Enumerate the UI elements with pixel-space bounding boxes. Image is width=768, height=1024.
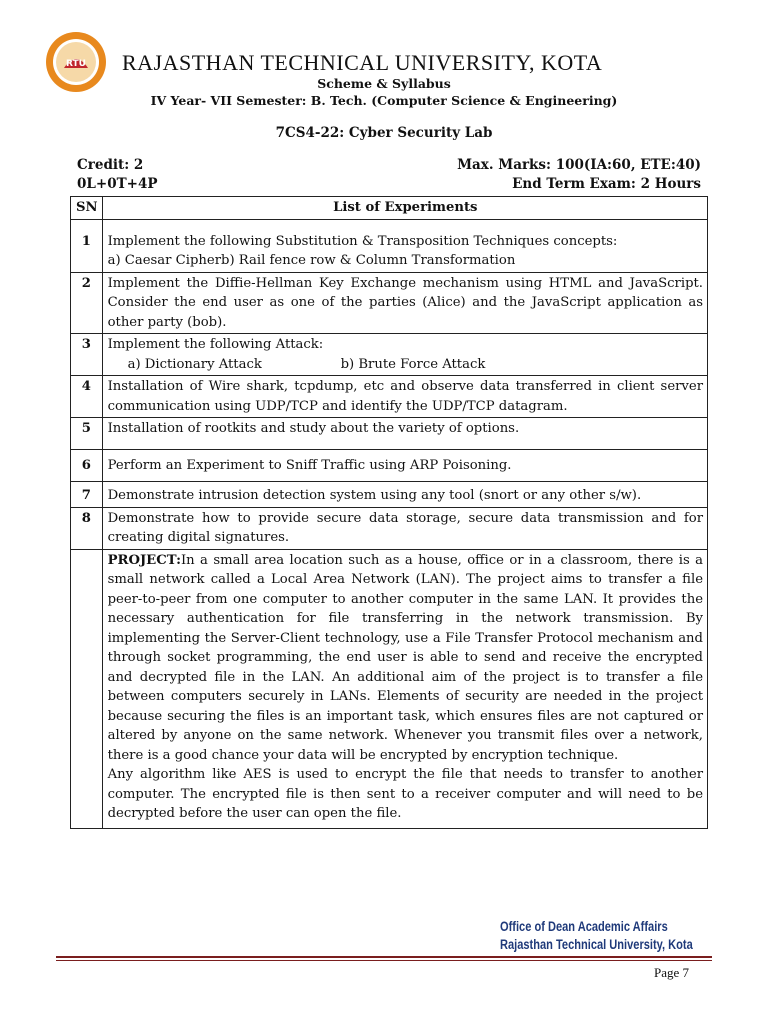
row-text: Installation of rootkits and study about the variety of options. xyxy=(102,418,707,450)
row-subitem-a: a) Dictionary Attack xyxy=(127,356,262,372)
table-header xyxy=(71,197,708,220)
row-sn: 6 xyxy=(71,450,103,482)
scheme-title: Scheme & Syllabus xyxy=(317,76,451,91)
table-row xyxy=(71,376,708,418)
row-text: Implement the following Attack: xyxy=(107,337,324,352)
row-sn: 3 xyxy=(71,334,103,376)
project-row xyxy=(71,549,708,828)
row-text: Implement the Diffie-Hellman Key Exchange mechanism using HTML and JavaScript. Consider the end user as one of the parties (Alice) and the JavaScript application as other party (bob). xyxy=(102,272,707,334)
credit: Credit: 2 xyxy=(77,157,144,173)
project-text-2: Any algorithm like AES is used to encrypt the file that needs to transfer to another computer. The encrypted file is then sent to a receiver computer and will need to be decrypted before the user can open the file. xyxy=(107,767,703,821)
row-subitems: a) Caesar Cipherb) Rail fence row & Column Transformation xyxy=(107,253,516,268)
table-row xyxy=(71,450,708,482)
ltp: 0L+0T+4P xyxy=(77,176,158,192)
col-sn: SN xyxy=(71,197,103,220)
experiments-table xyxy=(70,196,708,829)
table-row xyxy=(71,334,708,376)
project-text: In a small area location such as a house, office or in a classroom, there is a small network called a Local Area Network (LAN). The project aims to transfer a file peer-to-peer from one computer to another computer in the same LAN. It provides the necessary authentication for file transferring in the network transmission. By implementing the Server-Client technology, use a File Transfer Protocol mechanism and through socket programming, the end user is able to send and receive the encrypted and decrypted file in the LAN. An additional aim of the project is to transfer a file between computers securely in LANs. Elements of security are needed in the project because securing the files is an important task, which ensures files are not captured or altered by anyone on the same network. Whenever you transmit files over a network, there is a good chance your data will be encrypted by encryption technique. xyxy=(107,552,703,763)
table-row xyxy=(71,219,708,272)
row-text: Perform an Experiment to Sniff Traffic using ARP Poisoning. xyxy=(102,450,707,482)
col-list: List of Experiments xyxy=(102,197,707,220)
row-subitem-b: b) Brute Force Attack xyxy=(340,356,486,372)
project-label: PROJECT: xyxy=(107,552,181,568)
row-text: Demonstrate how to provide secure data storage, secure data transmission and for creating digital signatures. xyxy=(102,507,707,549)
table-row xyxy=(71,272,708,334)
table-row xyxy=(71,482,708,508)
table-row xyxy=(71,507,708,549)
row-sn: 1 xyxy=(71,219,103,272)
row-sn: 5 xyxy=(71,418,103,450)
university-name: RAJASTHAN TECHNICAL UNIVERSITY, KOTA xyxy=(122,50,603,75)
row-sn: 7 xyxy=(71,482,103,508)
row-text: Implement the following Substitution & Transposition Techniques concepts: xyxy=(107,233,618,249)
office-line-1: Office of Dean Academic Affairs xyxy=(500,919,668,934)
program-line: IV Year- VII Semester: B. Tech. (Computer Science & Engineering) xyxy=(150,93,618,108)
footer-rule xyxy=(56,956,712,958)
office-stamp xyxy=(500,918,693,954)
row-text: Installation of Wire shark, tcpdump, etc and observe data transferred in client server communication using UDP/TCP and identify the UDP/TCP datagram. xyxy=(102,376,707,418)
page-number: Page 7 xyxy=(654,965,690,980)
max-marks: Max. Marks: 100(IA:60, ETE:40) xyxy=(457,157,701,173)
row-text: Demonstrate intrusion detection system using any tool (snort or any other s/w). xyxy=(102,482,707,508)
footer-rule-thin xyxy=(56,960,712,961)
table-row xyxy=(71,418,708,450)
exam-duration: End Term Exam: 2 Hours xyxy=(512,176,701,192)
office-line-2: Rajasthan Technical University, Kota xyxy=(500,937,693,952)
svg-text:RTU: RTU xyxy=(66,59,86,69)
row-sn: 8 xyxy=(71,507,103,549)
row-sn: 4 xyxy=(71,376,103,418)
row-sn: 2 xyxy=(71,272,103,334)
course-title: 7CS4-22: Cyber Security Lab xyxy=(275,125,493,141)
